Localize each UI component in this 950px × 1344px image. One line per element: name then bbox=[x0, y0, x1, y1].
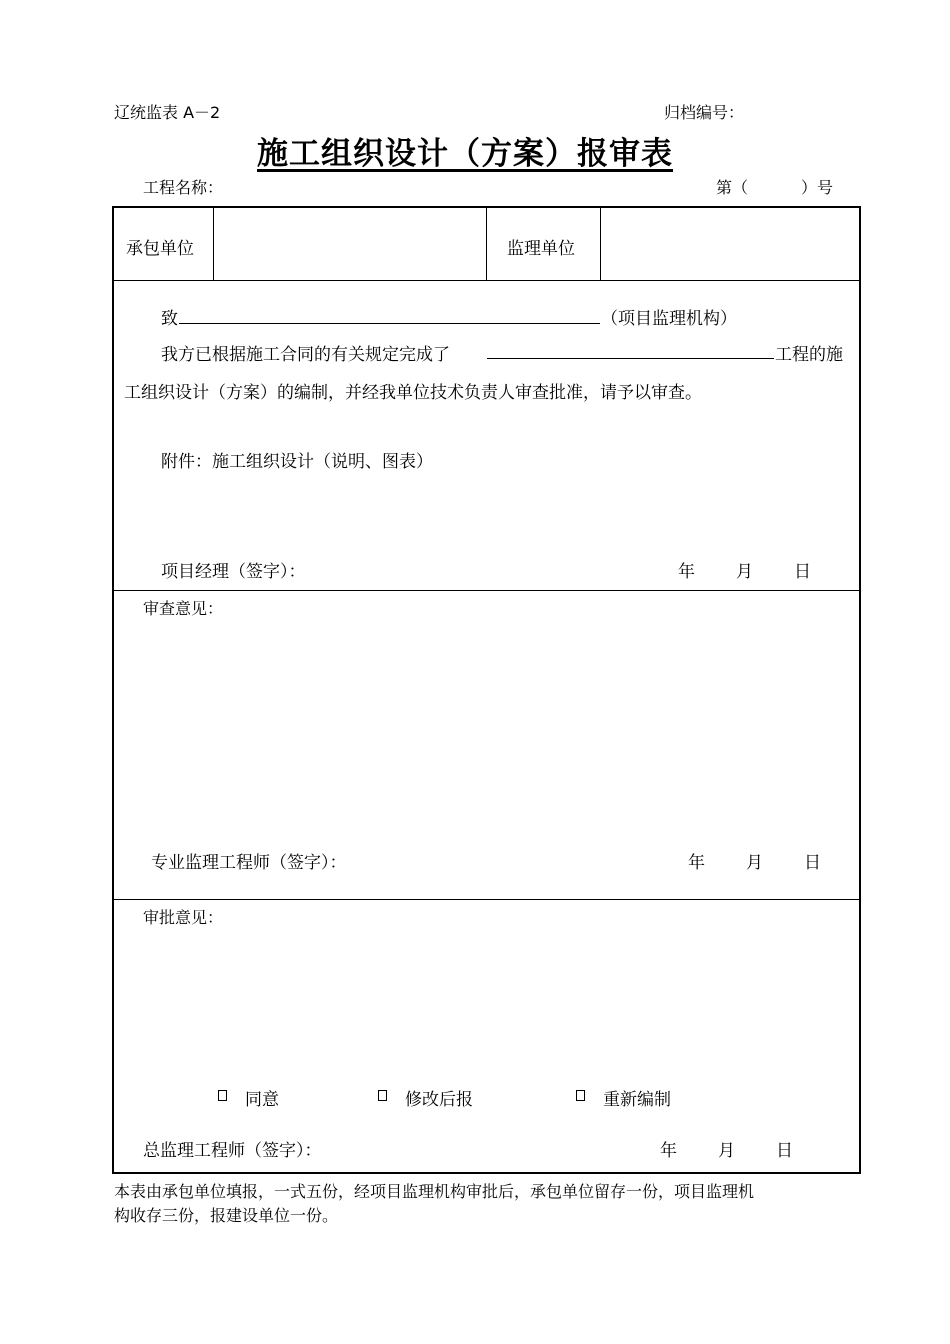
to-blank[interactable] bbox=[179, 323, 600, 324]
option-recompile: 重新编制 bbox=[603, 1090, 671, 1110]
supervisor-label: 监理单位 bbox=[507, 239, 575, 259]
engineer-sign-label: 专业监理工程师（签字）： bbox=[151, 853, 347, 873]
revise-checkbox[interactable] bbox=[378, 1090, 387, 1101]
date-day: 日 bbox=[804, 853, 821, 873]
contractor-label: 承包单位 bbox=[126, 239, 194, 259]
manager-sign-label: 项目经理（签字）： bbox=[161, 562, 306, 582]
body-prefix: 我方已根据施工合同的有关规定完成了 bbox=[161, 345, 450, 365]
date-day: 日 bbox=[794, 562, 811, 582]
date-year: 年 bbox=[660, 1141, 677, 1161]
project-name-label: 工程名称： bbox=[143, 178, 224, 197]
row-divider bbox=[112, 590, 861, 591]
col-divider bbox=[600, 207, 601, 280]
project-blank[interactable] bbox=[487, 358, 774, 359]
body-suffix: 工程的施 bbox=[775, 345, 843, 365]
number-prefix: 第（ bbox=[716, 178, 749, 197]
recompile-checkbox[interactable] bbox=[576, 1090, 585, 1101]
date-month: 月 bbox=[746, 853, 763, 873]
footer-note-line2: 构收存三份，报建设单位一份。 bbox=[114, 1206, 339, 1225]
option-agree: 同意 bbox=[245, 1090, 279, 1110]
date-year: 年 bbox=[678, 562, 695, 582]
col-divider bbox=[486, 207, 487, 280]
form-code: 辽统监表 A－2 bbox=[114, 103, 221, 122]
attachment-text: 附件：施工组织设计（说明、图表） bbox=[161, 452, 433, 472]
date-day: 日 bbox=[776, 1141, 793, 1161]
to-prefix: 致 bbox=[161, 309, 178, 329]
agree-checkbox[interactable] bbox=[218, 1090, 227, 1101]
footer-note-line1: 本表由承包单位填报，一式五份，经项目监理机构审批后，承包单位留存一份，项目监理机 bbox=[114, 1182, 755, 1201]
option-revise: 修改后报 bbox=[405, 1090, 473, 1110]
archive-number-label: 归档编号： bbox=[664, 103, 745, 122]
number-suffix: ）号 bbox=[801, 178, 834, 197]
date-month: 月 bbox=[718, 1141, 735, 1161]
approval-label: 审批意见： bbox=[143, 908, 224, 927]
review-label: 审查意见： bbox=[143, 599, 224, 618]
to-suffix: （项目监理机构） bbox=[601, 309, 737, 329]
row-divider bbox=[112, 280, 861, 281]
body-line2: 工组织设计（方案）的编制，并经我单位技术负责人审查批准，请予以审查。 bbox=[124, 383, 702, 403]
page-title: 施工组织设计（方案）报审表 bbox=[257, 136, 673, 172]
row-divider bbox=[112, 899, 861, 900]
col-divider bbox=[213, 207, 214, 280]
date-year: 年 bbox=[688, 853, 705, 873]
chief-sign-label: 总监理工程师（签字）： bbox=[143, 1141, 322, 1161]
date-month: 月 bbox=[736, 562, 753, 582]
